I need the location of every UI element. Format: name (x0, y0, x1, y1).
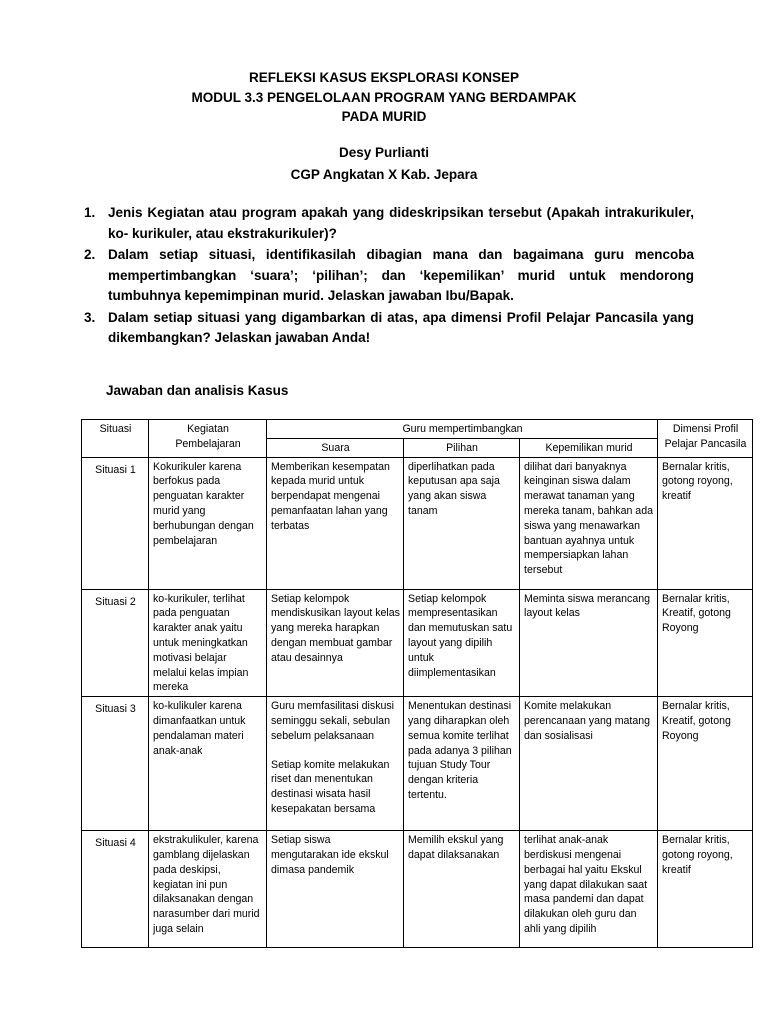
question-list (84, 203, 694, 350)
cell-suara (267, 457, 404, 589)
title-line-1: REFLEKSI KASUS EKSPLORASI KONSEP (248, 70, 520, 85)
header-pilihan: Pilihan (404, 438, 520, 457)
cell-suara-text: Setiap siswa mengutarakan ide ekskul dimasa pandemik (271, 834, 389, 876)
cell-situasi: Situasi 4 (82, 831, 149, 948)
table-header-row (82, 420, 753, 439)
header-situasi: Situasi (82, 420, 149, 458)
title-line-2: MODUL 3.3 PENGELOLAAN PROGRAM YANG BERDAMPAK (191, 89, 577, 105)
cell-kepemilikan: Komite melakukan perencanaan yang matang dan sosialisasi (520, 697, 658, 831)
header-dimensi: Dimensi Profil Pelajar Pancasila (658, 420, 753, 458)
author-affiliation: CGP Angkatan X Kab. Jepara (290, 167, 478, 182)
cell-situasi: Situasi 2 (82, 589, 149, 697)
question-item (84, 245, 694, 307)
table-row (82, 697, 753, 831)
cell-kegiatan: ko-kurikuler, terlihat pada penguatan karakter anak yaitu untuk meningkatkan motivasi belajar melalui kelas impian mereka (149, 589, 267, 697)
cell-suara (267, 697, 404, 831)
question-number: 2. (84, 247, 96, 262)
cell-suara (267, 589, 404, 697)
author-info (0, 142, 768, 186)
header-kegiatan: Kegiatan Pembelajaran (149, 420, 267, 458)
cell-dimensi: Bernalar kritis, gotong royong, kreatif (658, 831, 753, 948)
cell-suara (267, 831, 404, 948)
cell-pilihan: Menentukan destinasi yang diharapkan oleh semua komite terlihat pada adanya 3 pilihan tujuan Study Tour dengan kriteria tertentu. (404, 697, 520, 831)
cell-kegiatan: Kokurikuler karena berfokus pada penguatan karakter murid yang berhubungan dengan pembelajaran (149, 457, 267, 589)
cell-pilihan: Setiap kelompok mempresentasikan dan memutuskan satu layout yang dipilih untuk diimplementasikan (404, 589, 520, 697)
cell-kepemilikan: terlihat anak-anak berdiskusi mengenai berbagai hal yaitu Ekskul yang dapat dilakukan saat masa pandemi dan dapat dilakukan oleh guru dan ahli yang dipilih (520, 831, 658, 948)
cell-suara-text: Memberikan kesempatan kepada murid untuk berpendapat mengenai pemanfaatan lahan yang terbatas (271, 460, 390, 532)
section-heading: Jawaban dan analisis Kasus (106, 383, 289, 398)
cell-suara-text-2: Setiap komite melakukan riset dan menentukan destinasi wisata hasil kesepakatan bersama (271, 758, 390, 815)
question-text: Jenis Kegiatan atau program apakah yang dideskripsikan tersebut (Apakah intrakurikuler, ko- kurikuler, atau ekstrakurikuler)? (108, 205, 694, 241)
cell-pilihan: diperlihatkan pada keputusan apa saja yang akan siswa tanam (404, 457, 520, 589)
question-number: 1. (84, 205, 96, 220)
cell-kepemilikan: Meminta siswa merancang layout kelas (520, 589, 658, 697)
table-row (82, 589, 753, 697)
cell-suara-text: Setiap kelompok mendiskusikan layout kelas yang mereka harapkan dengan membuat gambar atau desainnya (271, 592, 400, 664)
cell-pilihan: Memilih ekskul yang dapat dilaksanakan (404, 831, 520, 948)
cell-suara-text: Guru memfasilitasi diskusi seminggu sekali, sebulan sebelum pelaksanaan (271, 700, 395, 742)
table-row (82, 457, 753, 589)
analysis-table (81, 419, 753, 948)
cell-kepemilikan: dilihat dari banyaknya keinginan siswa dalam merawat tanaman yang mereka tanam, bahkan ada siswa yang menawarkan bantuan ayahnya untuk mempersiapkan lahan tersebut (520, 457, 658, 589)
question-text: Dalam setiap situasi, identifikasilah dibagian mana dan bagaimana guru mencoba mempertimbangkan ‘suara’; ‘pilihan’; dan ‘kepemilikan’ murid untuk mendorong tumbuhnya kepemimpinan murid. Jelaskan jawaban Ibu/Bapak. (108, 247, 694, 303)
table-row (82, 831, 753, 948)
title-line-3: PADA MURID (341, 109, 427, 124)
cell-dimensi: Bernalar kritis, Kreatif, gotong Royong (658, 589, 753, 697)
author-name: Desy Purlianti (338, 145, 430, 160)
question-text: Dalam setiap situasi yang digambarkan di atas, apa dimensi Profil Pelajar Pancasila yang dikembangkan? Jelaskan jawaban Anda! (108, 309, 694, 345)
paragraph-gap (271, 744, 400, 758)
cell-situasi: Situasi 3 (82, 697, 149, 831)
cell-dimensi: Bernalar kritis, gotong royong, kreatif (658, 457, 753, 589)
question-item (84, 203, 694, 244)
cell-kegiatan: ko-kulikuler karena dimanfaatkan untuk pendalaman materi anak-anak (149, 697, 267, 831)
cell-situasi: Situasi 1 (82, 457, 149, 589)
header-suara: Suara (267, 438, 404, 457)
question-number: 3. (84, 309, 96, 325)
cell-dimensi: Bernalar kritis, Kreatif, gotong Royong (658, 697, 753, 831)
cell-kegiatan: ekstrakulikuler, karena gamblang dijelaskan pada deskipsi, kegiatan ini pun dilaksanakan dengan narasumber dari murid juga selain (149, 831, 267, 948)
question-item (84, 308, 694, 349)
header-guru: Guru mempertimbangkan (267, 420, 658, 439)
document-title (0, 68, 768, 127)
header-kepemilikan: Kepemilikan murid (520, 438, 658, 457)
